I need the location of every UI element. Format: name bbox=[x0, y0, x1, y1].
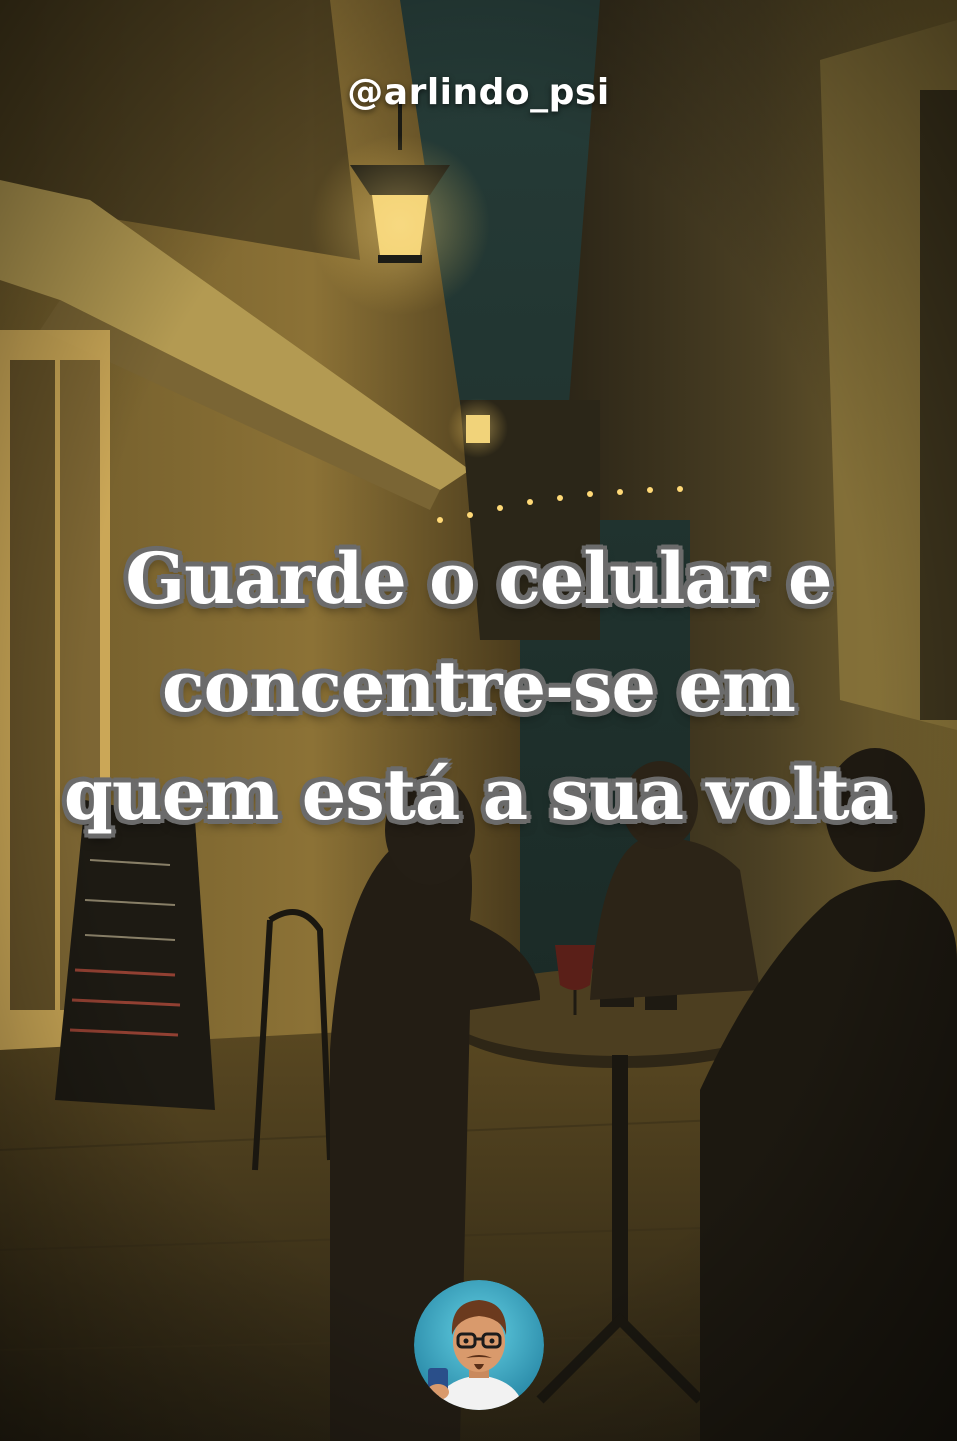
cartoon-man-avatar-icon bbox=[414, 1280, 544, 1410]
quote-line-3: quem está a sua volta bbox=[63, 753, 894, 836]
author-handle: @arlindo_psi bbox=[347, 72, 610, 113]
quote-line-2: concentre-se em bbox=[162, 645, 795, 728]
quote-line-1: Guarde o celular e bbox=[125, 537, 832, 620]
quote-text bbox=[40, 525, 917, 849]
